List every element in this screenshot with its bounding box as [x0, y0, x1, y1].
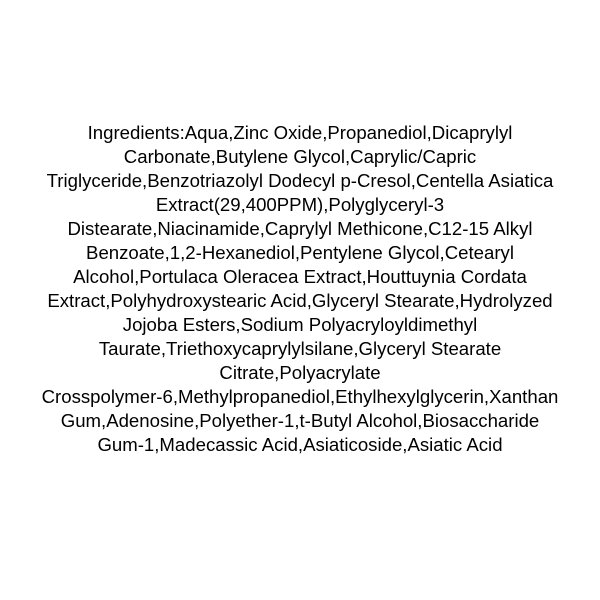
ingredients-line: Alcohol,Portulaca Oleracea Extract,Houttuynia Cordata: [73, 266, 527, 287]
ingredients-line: Jojoba Esters,Sodium Polyacryloyldimethyl: [122, 314, 478, 335]
ingredients-line: Citrate,Polyacrylate: [219, 362, 381, 383]
ingredients-line: Crosspolymer-6,Methylpropanediol,Ethylhexylglycerin,Xanthan: [41, 386, 559, 407]
ingredients-text-block: [0, 121, 600, 457]
ingredients-line: Triglyceride,Benzotriazolyl Dodecyl p-Cresol,Centella Asiatica: [46, 170, 554, 191]
ingredients-line: Taurate,Triethoxycaprylylsilane,Glyceryl Stearate: [98, 338, 502, 359]
ingredients-line: Gum,Adenosine,Polyether-1,t-Butyl Alcohol,Biosaccharide: [60, 410, 540, 431]
ingredients-line: Ingredients:Aqua,Zinc Oxide,Propanediol,Dicaprylyl: [87, 122, 513, 143]
ingredients-line: Distearate,Niacinamide,Caprylyl Methicone,C12-15 Alkyl: [67, 218, 533, 239]
ingredients-line: Gum-1,Madecassic Acid,Asiaticoside,Asiatic Acid: [97, 434, 503, 455]
ingredients-line: Extract(29,400PPM),Polyglyceryl-3: [155, 194, 445, 215]
ingredients-line: Benzoate,1,2-Hexanediol,Pentylene Glycol,Cetearyl: [86, 242, 514, 263]
ingredients-line: Carbonate,Butylene Glycol,Caprylic/Capric: [123, 146, 477, 167]
ingredients-line: Extract,Polyhydroxystearic Acid,Glyceryl Stearate,Hydrolyzed: [47, 290, 553, 311]
